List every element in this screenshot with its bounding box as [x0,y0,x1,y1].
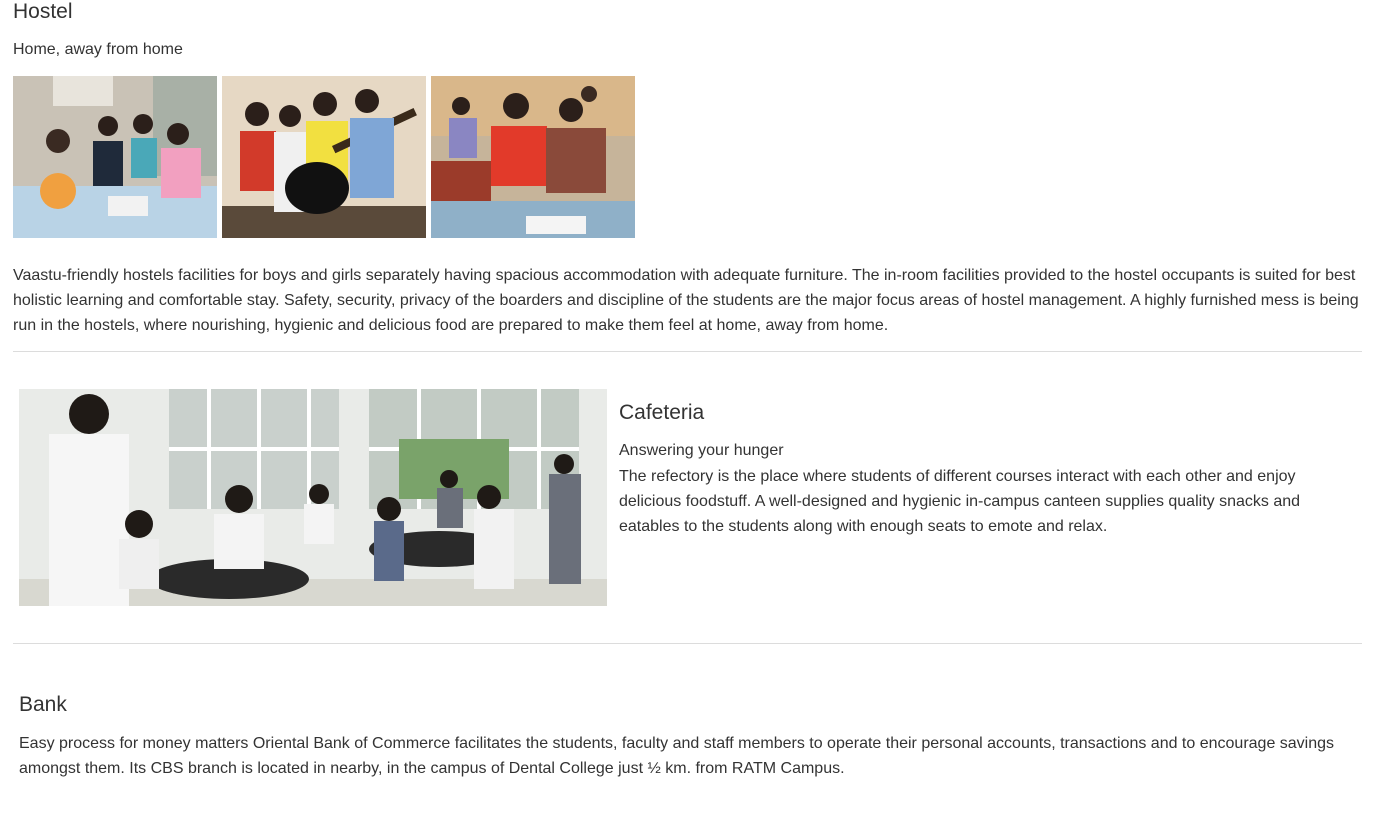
bank-description: Easy process for money matters Oriental Bank of Commerce facilitates the students, faculty and staff members to operate their personal accounts, transactions and to encourage savings amongst them. Its CBS branch is located in nearby, in the campus of Dental College just ½ km. from RATM Campus. [19,735,1335,777]
section-divider [13,351,1362,352]
hostel-girls-photo [13,76,217,238]
hostel-description: Vaastu-friendly hostels facilities for boys and girls separately having spacious accommodation with adequate furniture. The in-room facilities provided to the hostel occupants is suited for best holistic learning and comfortable stay. Safety, security, privacy of the boarders and discipline of the students are the major focus areas of hostel management. A highly furnished mess is being run in the hostels, where nourishing, hygienic and delicious food are prepared to make them feel at home, away from home. [13,267,1359,334]
cafeteria-description: The refectory is the place where students of different courses interact with each other and enjoy delicious foodstuff. A well-designed and hygienic in-campus canteen supplies quality snacks and eatables to the students along with enough seats to emote and relax. [619,468,1301,535]
cafeteria-photo [19,389,607,606]
hostel-boys-guitar-photo [222,76,426,238]
cafeteria-subtitle: Answering your hunger [619,442,784,459]
section-divider [13,643,1362,644]
hostel-boys-room-photo [431,76,635,238]
hostel-photo-row [13,76,635,238]
hostel-title: Hostel [13,0,73,23]
cafeteria-title: Cafeteria [619,401,705,424]
bank-title: Bank [19,693,67,716]
hostel-subtitle: Home, away from home [13,41,183,58]
